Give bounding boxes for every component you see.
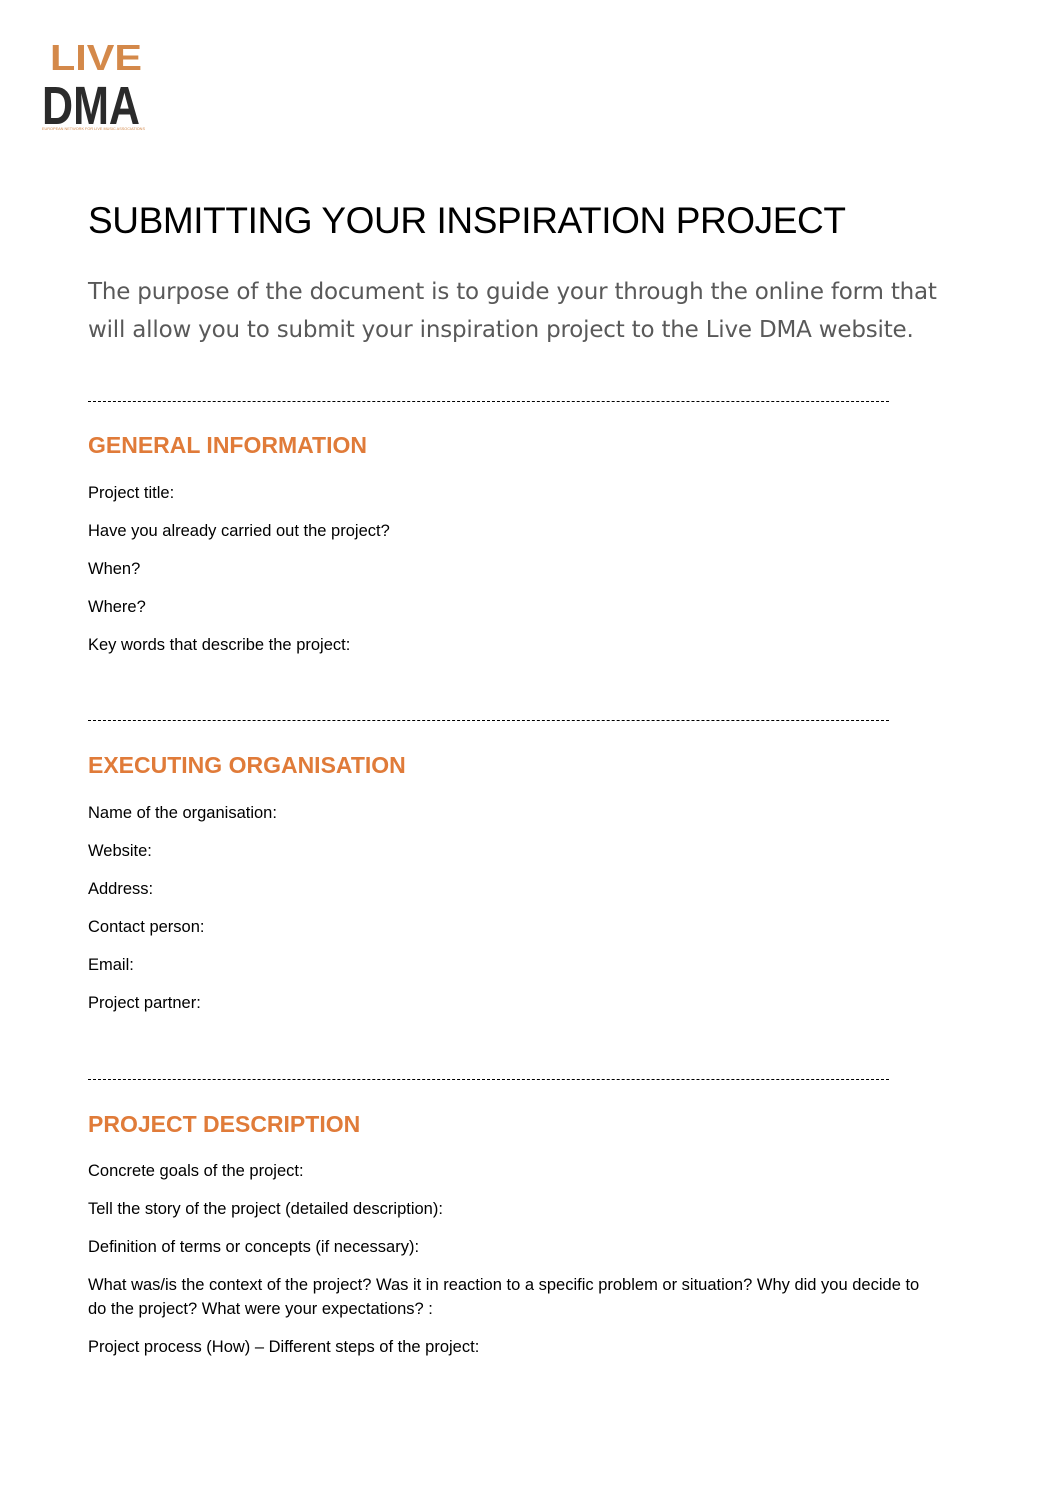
page-title: SUBMITTING YOUR INSPIRATION PROJECT xyxy=(88,200,846,241)
section-divider xyxy=(88,401,889,402)
logo-line2: DMA xyxy=(42,76,140,132)
field-label-where: Where? xyxy=(88,598,146,616)
field-label-project-context: What was/is the context of the project? Was it in reaction to a specific problem or situation? Why did you decide to do the project? What were your expectations? : xyxy=(88,1276,920,1318)
field-label-key-words: Key words that describe the project: xyxy=(88,636,351,654)
section-heading-executing-organisation: EXECUTING ORGANISATION xyxy=(88,752,406,778)
field-label-already-carried-out: Have you already carried out the project? xyxy=(88,522,390,540)
field-label-when: When? xyxy=(88,560,141,578)
field-label-organisation-name: Name of the organisation: xyxy=(88,804,277,822)
section-divider xyxy=(88,720,889,721)
field-label-definition-of-terms: Definition of terms or concepts (if necessary): xyxy=(88,1238,420,1256)
section-heading-project-description: PROJECT DESCRIPTION xyxy=(88,1111,361,1137)
field-label-project-story: Tell the story of the project (detailed description): xyxy=(88,1200,443,1218)
intro-paragraph: The purpose of the document is to guide your through the online form that will allow you to submit your inspiration project to the Live DMA website. xyxy=(88,279,937,343)
field-label-address: Address: xyxy=(88,880,154,898)
field-label-contact-person: Contact person: xyxy=(88,918,205,936)
field-label-project-title: Project title: xyxy=(88,484,175,502)
field-label-concrete-goals: Concrete goals of the project: xyxy=(88,1162,304,1180)
field-label-email: Email: xyxy=(88,956,134,974)
field-label-project-process: Project process (How) – Different steps of the project: xyxy=(88,1338,480,1356)
field-label-website: Website: xyxy=(88,842,152,860)
section-heading-general-information: GENERAL INFORMATION xyxy=(88,432,367,458)
field-label-project-partner: Project partner: xyxy=(88,994,201,1012)
live-dma-logo xyxy=(41,40,147,132)
section-divider xyxy=(88,1079,889,1080)
logo-line1: LIVE xyxy=(50,40,142,78)
logo-tagline: EUROPEAN NETWORK FOR LIVE MUSIC ASSOCIATIONS xyxy=(42,126,146,131)
